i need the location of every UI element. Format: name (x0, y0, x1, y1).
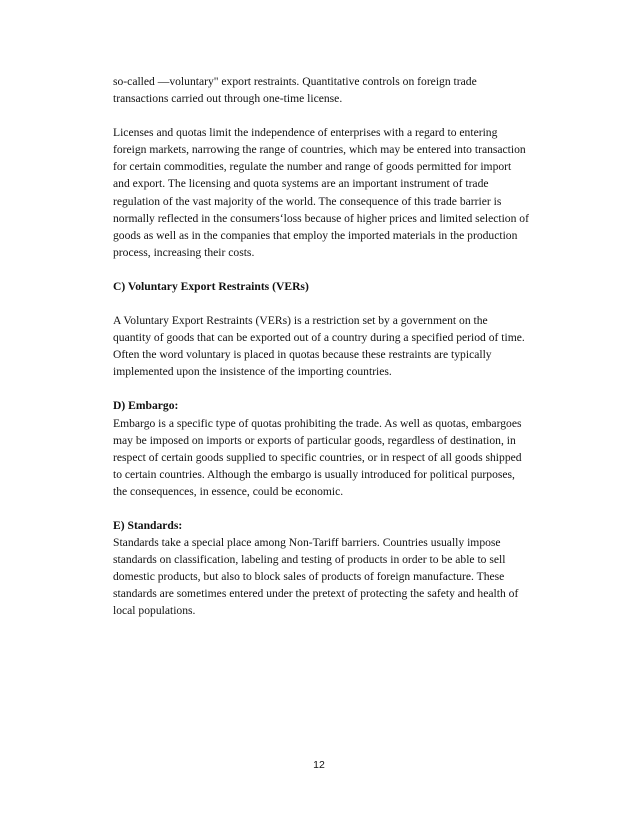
text-line: goods as well as in the companies that employ the imported materials in the production (113, 228, 518, 242)
heading-voluntary-export-restraints: C) Voluntary Export Restraints (VERs) (113, 279, 309, 293)
text-line: to certain countries. Although the embargo is usually introduced for political purposes, (113, 467, 515, 481)
text-line: the consequences, in essence, could be economic. (113, 484, 344, 498)
paragraph-embargo (113, 415, 568, 500)
heading-standards: E) Standards: (113, 518, 183, 532)
text-line: transactions carried out through one-time license. (113, 92, 343, 106)
text-line: Embargo is a specific type of quotas prohibiting the trade. As well as quotas, embargoes (113, 416, 522, 430)
text-line: may be imposed on imports or exports of particular goods, regardless of destination, in (113, 433, 516, 447)
text-line: A Voluntary Export Restraints (VERs) is a restriction set by a government on the (113, 314, 488, 328)
text-line: Licenses and quotas limit the independence of enterprises with a regard to entering (113, 126, 498, 140)
text-line: standards on classification, labeling and testing of products in order to be able to sell (113, 553, 506, 567)
text-line: domestic products, but also to block sales of products of foreign manufacture. These (113, 570, 505, 584)
text-line: for certain commodities, regulate the number and range of goods permitted for import (113, 160, 512, 174)
text-line: so-called —voluntary" export restraints. Quantitative controls on foreign trade (113, 75, 477, 88)
paragraph-licenses-quotas (113, 124, 568, 261)
text-line: Standards take a special place among Non-Tariff barriers. Countries usually impose (113, 536, 501, 550)
text-line: foreign markets, narrowing the range of countries, which may be entered into transaction (113, 143, 526, 157)
paragraph-vers (113, 312, 568, 380)
page-body (113, 73, 568, 637)
text-line: quantity of goods that can be exported out of a country during a specified period of time. (113, 331, 525, 345)
text-line: standards are sometimes entered under the pretext of protecting the safety and health of (113, 587, 519, 601)
text-line: normally reflected in the consumers‘loss because of higher prices and limited selection of (113, 211, 529, 225)
heading-embargo: D) Embargo: (113, 399, 179, 413)
text-line: implemented upon the insistence of the importing countries. (113, 365, 392, 379)
paragraph-quantitative-controls (113, 73, 568, 107)
text-line: regulation of the vast majority of the world. The consequence of this trade barrier is (113, 194, 502, 208)
text-line: process, increasing their costs. (113, 245, 255, 259)
text-line: and export. The licensing and quota systems are an important instrument of trade (113, 177, 489, 191)
text-line: respect of certain goods supplied to specific countries, or in respect of all goods shipped (113, 450, 522, 464)
page-number: 12 (313, 759, 325, 771)
text-line: local populations. (113, 604, 196, 618)
paragraph-standards (113, 534, 568, 619)
text-line: Often the word voluntary is placed in quotas because these restraints are typically (113, 348, 492, 362)
